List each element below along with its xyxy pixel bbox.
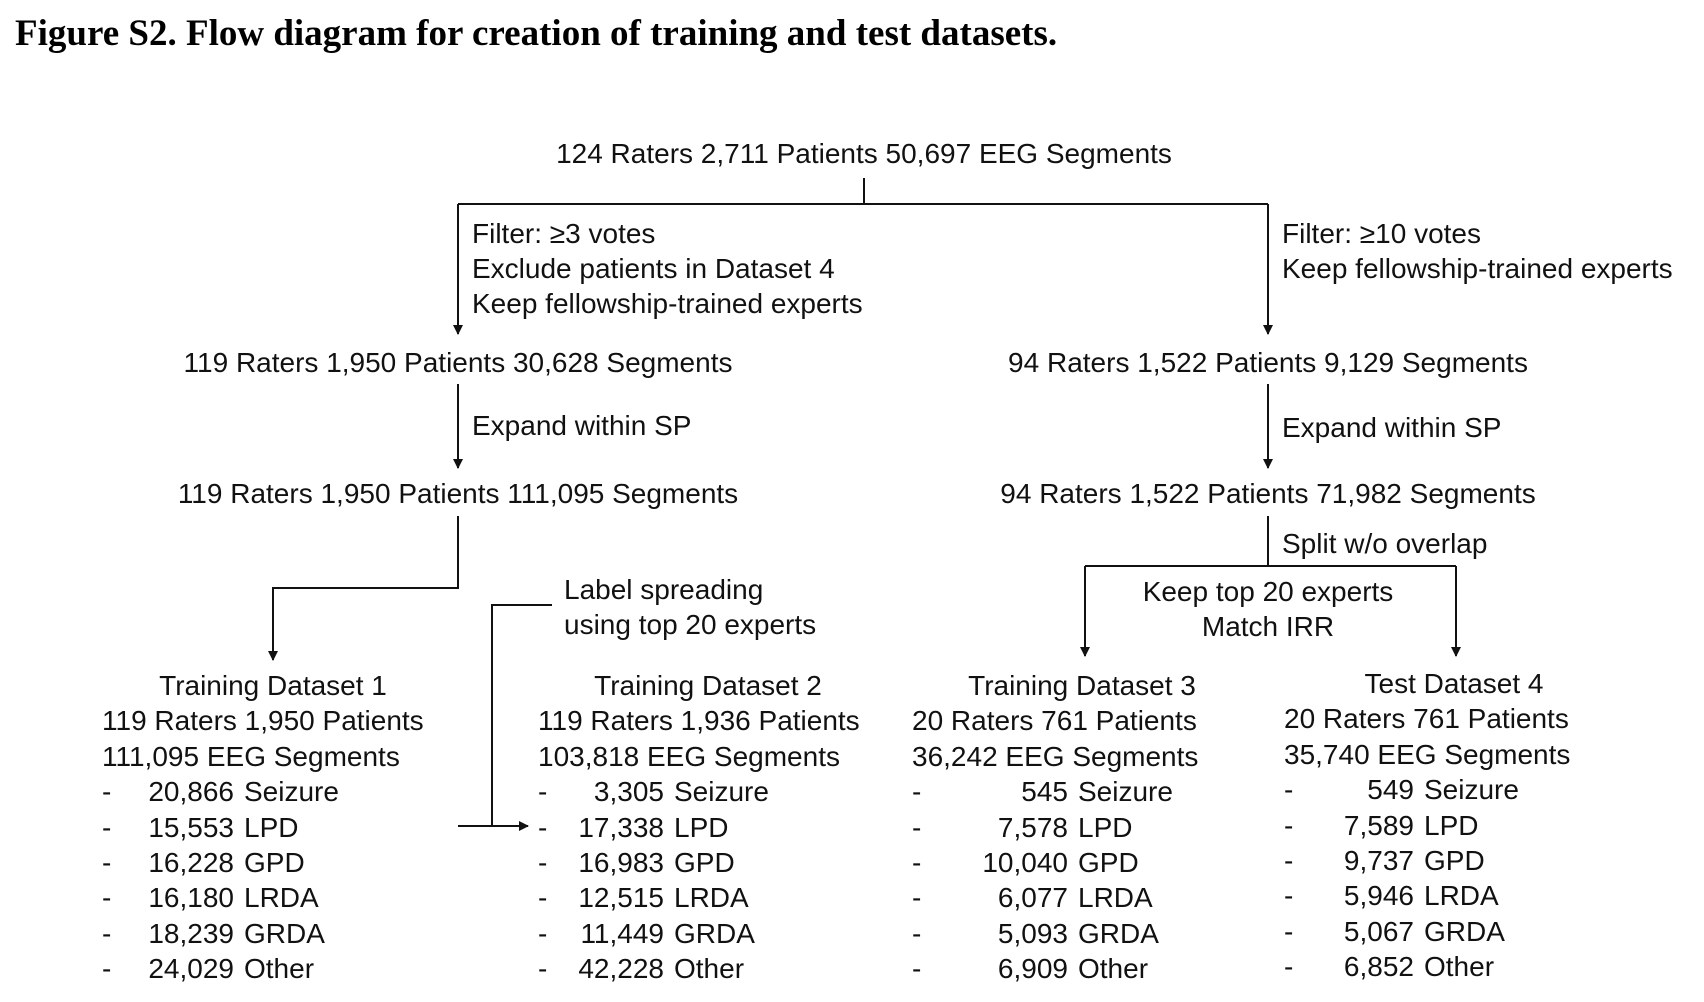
list-item [912, 810, 1252, 845]
dataset-raters-patients: 119 Raters 1,950 Patients [102, 705, 424, 737]
item-count: 15,553 [148, 811, 234, 843]
list-item [538, 810, 878, 845]
item-count: 5,067 [1343, 915, 1414, 947]
left-stage2-node: 119 Raters 1,950 Patients 111,095 Segments [177, 478, 739, 509]
list-item [912, 845, 1252, 880]
item-label: Seizure [674, 776, 769, 808]
list-item [102, 916, 444, 951]
root-node: 124 Raters 2,711 Patients 50,697 EEG Segments [556, 138, 1172, 169]
bullet-dash: - [1284, 844, 1294, 876]
list-item [102, 951, 444, 986]
bullet-dash: - [102, 776, 112, 808]
dataset-title: Training Dataset 3 [968, 670, 1196, 701]
dataset-block-1 [102, 668, 444, 987]
bullet-dash: - [102, 811, 112, 843]
item-count: 16,180 [148, 882, 234, 914]
list-item [912, 880, 1252, 915]
item-count: 549 [1367, 774, 1414, 806]
item-label: GPD [1424, 844, 1485, 876]
left-expand-label: Expand within SP [472, 410, 692, 441]
bullet-dash: - [102, 882, 112, 914]
list-item [102, 810, 444, 845]
list-item [912, 774, 1252, 809]
list-item [912, 951, 1252, 986]
bullet-dash: - [102, 846, 112, 878]
left-stage1-node: 119 Raters 1,950 Patients 30,628 Segments [183, 347, 733, 378]
dataset-title: Training Dataset 1 [159, 670, 387, 701]
item-count: 20,866 [148, 776, 234, 808]
right-stage2-node: 94 Raters 1,522 Patients 71,982 Segments [1000, 478, 1536, 509]
item-count: 3,305 [593, 776, 664, 808]
right-filter-line-2: Keep fellowship-trained experts [1282, 253, 1673, 284]
bullet-dash: - [538, 953, 548, 985]
bullet-dash: - [1284, 915, 1294, 947]
bullet-dash: - [912, 776, 922, 808]
item-count: 24,029 [148, 953, 234, 985]
item-label: Other [674, 953, 745, 985]
item-count: 545 [1021, 776, 1068, 808]
item-count: 9,737 [1343, 844, 1414, 876]
dataset-raters-patients: 20 Raters 761 Patients [912, 705, 1197, 737]
bullet-dash: - [912, 917, 922, 949]
bullet-dash: - [1284, 774, 1294, 806]
item-count: 42,228 [578, 953, 664, 985]
item-label: GPD [1078, 846, 1139, 878]
dataset-segments: 36,242 EEG Segments [912, 740, 1199, 772]
list-item [538, 845, 878, 880]
list-item [1284, 772, 1624, 807]
item-count: 16,983 [578, 846, 664, 878]
left-filter-line-1: Filter: ≥3 votes [472, 218, 656, 249]
keep-label-line-1: Keep top 20 experts [1142, 576, 1394, 607]
bullet-dash: - [538, 776, 548, 808]
keep-label-line-2: Match IRR [1201, 611, 1335, 642]
bullet-dash: - [538, 882, 548, 914]
dataset-block-2 [538, 668, 878, 987]
bullet-dash: - [538, 917, 548, 949]
list-item [1284, 878, 1624, 913]
spread-label-line-1: Label spreading [564, 574, 764, 605]
item-count: 18,239 [148, 917, 234, 949]
item-label: GRDA [244, 917, 325, 949]
right-filter-line-1: Filter: ≥10 votes [1282, 218, 1481, 249]
item-label: LPD [1078, 811, 1133, 843]
item-label: LPD [674, 811, 729, 843]
item-count: 5,946 [1343, 880, 1414, 912]
item-count: 7,578 [997, 811, 1068, 843]
bullet-dash: - [102, 917, 112, 949]
right-stage1-node: 94 Raters 1,522 Patients 9,129 Segments [1008, 347, 1528, 378]
left-filter-line-3: Keep fellowship-trained experts [472, 288, 863, 319]
item-count: 17,338 [578, 811, 664, 843]
item-count: 12,515 [578, 882, 664, 914]
item-label: Seizure [1078, 776, 1173, 808]
item-count: 16,228 [148, 846, 234, 878]
list-item [102, 845, 444, 880]
list-item [1284, 843, 1624, 878]
item-label: GPD [244, 846, 305, 878]
item-label: Other [244, 953, 315, 985]
list-item [912, 916, 1252, 951]
arrow-to-dataset-1 [273, 516, 458, 660]
list-item [1284, 949, 1624, 984]
dataset-raters-patients: 20 Raters 761 Patients [1284, 703, 1569, 735]
item-label: GRDA [674, 917, 755, 949]
item-label: LRDA [674, 882, 749, 914]
item-label: LPD [1424, 809, 1479, 841]
bullet-dash: - [912, 846, 922, 878]
item-label: Seizure [1424, 774, 1519, 806]
list-item [538, 951, 878, 986]
bullet-dash: - [102, 953, 112, 985]
list-item [538, 774, 878, 809]
dataset-segments: 35,740 EEG Segments [1284, 738, 1571, 770]
dataset-block-3 [912, 668, 1252, 987]
dataset-block-4 [1284, 666, 1624, 985]
item-label: LRDA [1424, 880, 1499, 912]
dataset-title: Test Dataset 4 [1364, 668, 1544, 699]
bullet-dash: - [912, 953, 922, 985]
list-item [102, 774, 444, 809]
dataset-title: Training Dataset 2 [594, 670, 822, 701]
bullet-dash: - [1284, 809, 1294, 841]
bullet-dash: - [1284, 880, 1294, 912]
item-count: 5,093 [997, 917, 1068, 949]
bullet-dash: - [912, 882, 922, 914]
list-item [1284, 808, 1624, 843]
bullet-dash: - [538, 811, 548, 843]
item-count: 10,040 [982, 846, 1068, 878]
item-label: Other [1424, 951, 1495, 983]
list-item [102, 880, 444, 915]
list-item [538, 880, 878, 915]
item-label: Seizure [244, 776, 339, 808]
bullet-dash: - [538, 846, 548, 878]
item-label: GRDA [1078, 917, 1159, 949]
item-count: 11,449 [580, 917, 664, 949]
item-count: 7,589 [1343, 809, 1414, 841]
bullet-dash: - [1284, 951, 1294, 983]
item-label: LPD [244, 811, 299, 843]
item-label: LRDA [1078, 882, 1153, 914]
split-label: Split w/o overlap [1282, 528, 1488, 559]
spread-label-line-2: using top 20 experts [564, 609, 817, 640]
dataset-segments: 111,095 EEG Segments [102, 740, 400, 772]
right-expand-label: Expand within SP [1282, 412, 1502, 443]
list-item [1284, 914, 1624, 949]
left-filter-line-2: Exclude patients in Dataset 4 [472, 253, 835, 284]
bullet-dash: - [912, 811, 922, 843]
figure-title: Figure S2. Flow diagram for creation of training and test datasets. [15, 13, 1058, 54]
dataset-raters-patients: 119 Raters 1,936 Patients [538, 705, 860, 737]
item-count: 6,852 [1343, 951, 1414, 983]
item-count: 6,909 [997, 953, 1068, 985]
item-label: Other [1078, 953, 1149, 985]
item-label: GPD [674, 846, 735, 878]
item-label: GRDA [1424, 915, 1505, 947]
dataset-segments: 103,818 EEG Segments [538, 740, 840, 772]
list-item [538, 916, 878, 951]
item-count: 6,077 [997, 882, 1068, 914]
item-label: LRDA [244, 882, 319, 914]
